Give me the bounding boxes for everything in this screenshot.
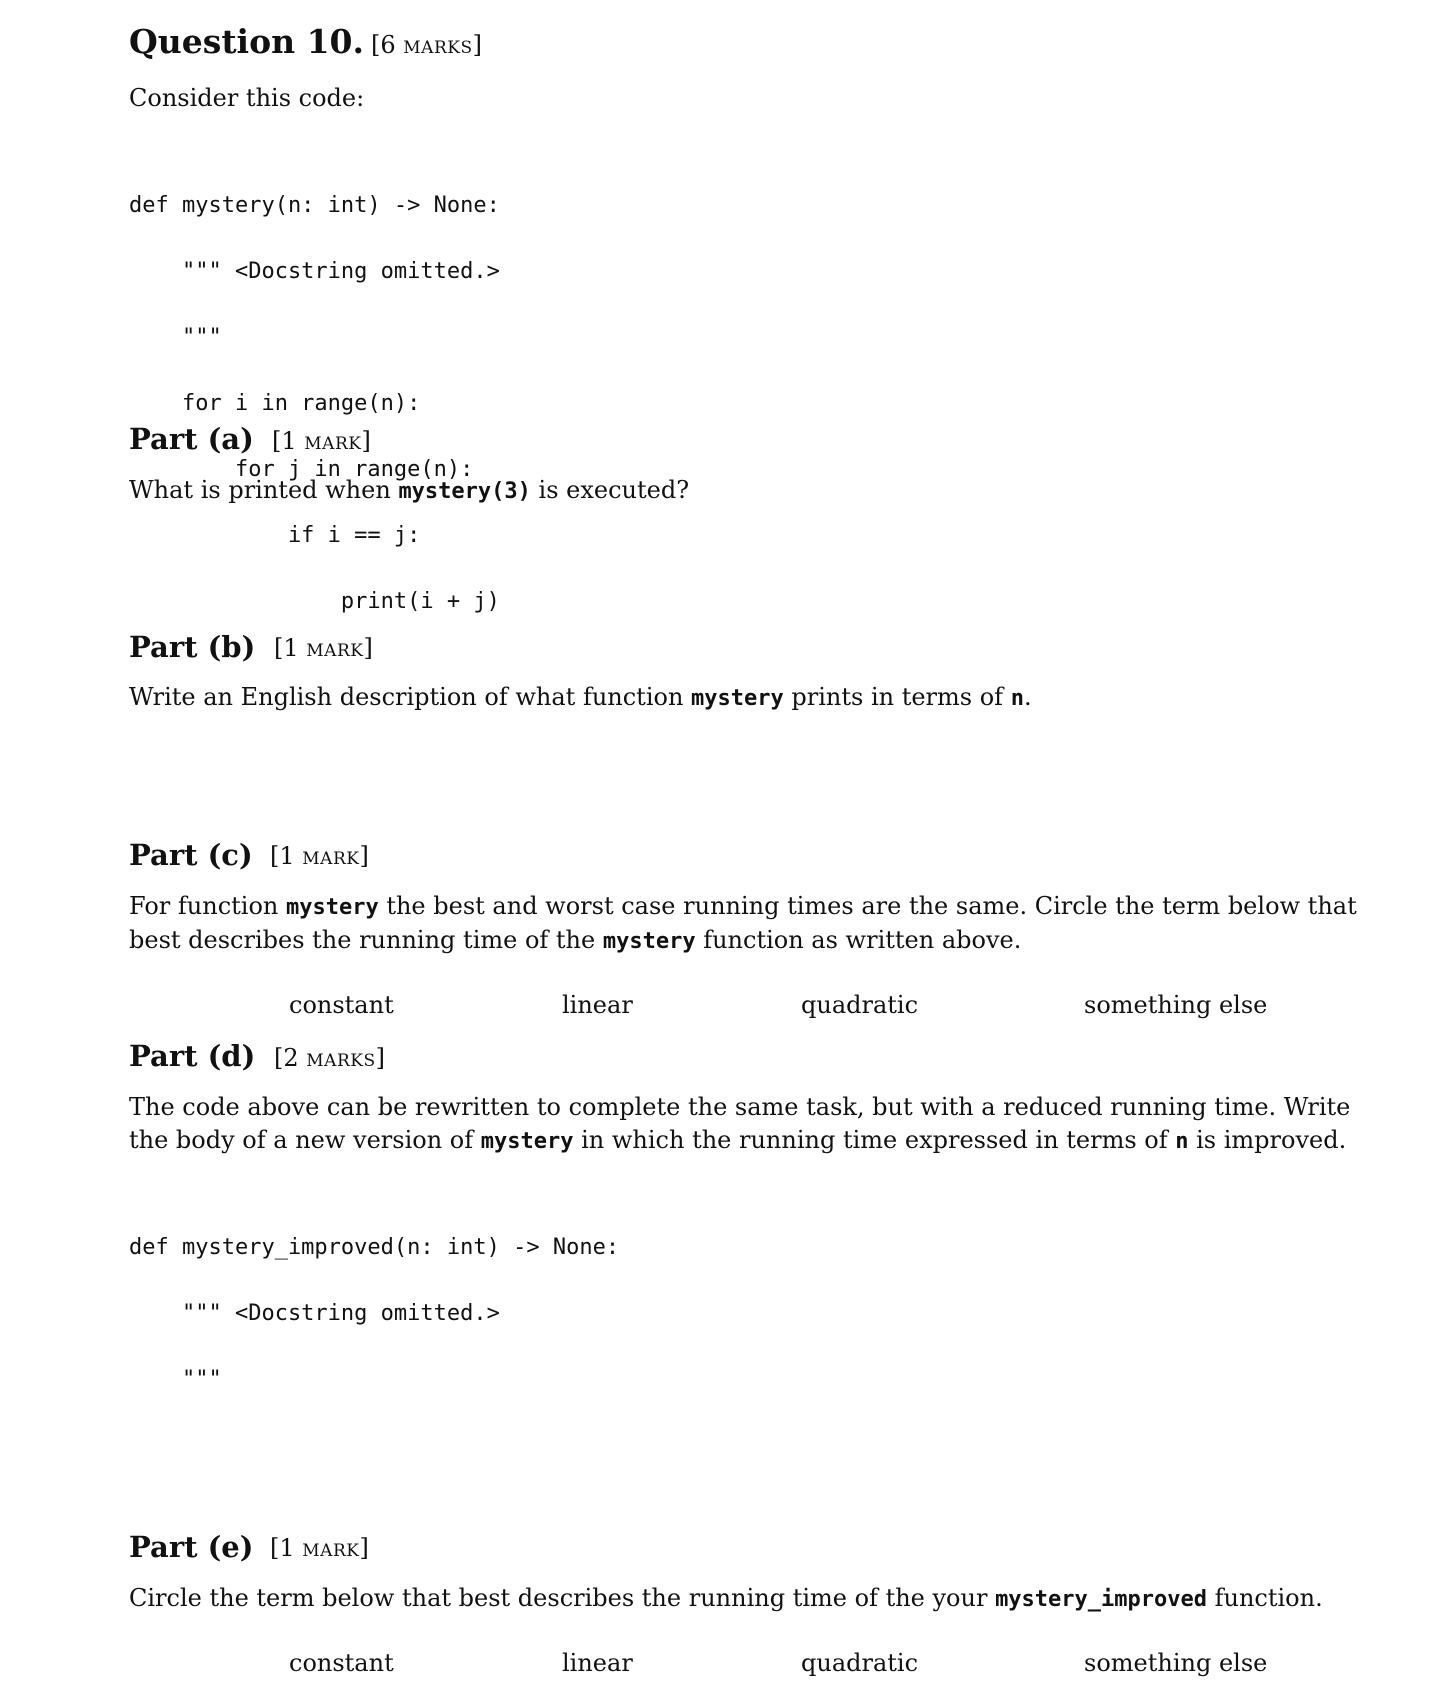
part-e-option-constant[interactable]: constant (289, 1649, 394, 1677)
code-block-mystery (129, 156, 500, 651)
part-b-title: Part (b) (129, 630, 256, 664)
part-d-title: Part (d) (129, 1039, 256, 1073)
part-a-title: Part (a) (129, 422, 254, 456)
part-d-marks: [2 marks] (274, 1044, 385, 1072)
part-c-option-constant[interactable]: constant (289, 991, 394, 1019)
code-line: """ <Docstring omitted.> (129, 1301, 500, 1326)
part-b-marks: [1 mark] (274, 634, 373, 662)
part-c-marks: [1 mark] (270, 842, 369, 870)
code-line: for i in range(n): (129, 391, 421, 416)
question-title: Question 10. (129, 22, 364, 61)
part-c-option-quadratic[interactable]: quadratic (801, 991, 919, 1019)
code-line: """ (129, 325, 222, 350)
code-line: def mystery_improved(n: int) -> None: (129, 1235, 620, 1260)
part-c-option-something-else[interactable]: something else (1084, 991, 1268, 1019)
part-e-title: Part (e) (129, 1530, 254, 1564)
part-e-option-linear[interactable]: linear (562, 1649, 633, 1677)
code-line: def mystery(n: int) -> None: (129, 193, 500, 218)
part-c-title: Part (c) (129, 838, 253, 872)
part-e-question: Circle the term below that best describes the running time of the your mystery_improved function. (129, 1584, 1323, 1612)
part-a-question: What is printed when mystery(3) is executed? (129, 476, 690, 504)
code-line: print(i + j) (129, 589, 500, 614)
part-e-option-quadratic[interactable]: quadratic (801, 1649, 919, 1677)
code-line: """ <Docstring omitted.> (129, 259, 500, 284)
part-d-answer-area[interactable] (129, 1300, 1369, 1520)
code-line: if i == j: (129, 523, 421, 548)
code-line: """ (129, 1367, 222, 1392)
part-e-option-something-else[interactable]: something else (1084, 1649, 1268, 1677)
question-marks: [6 marks] (371, 31, 482, 59)
part-b-question: Write an English description of what function mystery prints in terms of n. (129, 683, 1032, 711)
part-c-question: For function mystery the best and worst case running times are the same. Circle the term below that best describes the running time of the mystery function as written above. (129, 892, 1357, 954)
part-d-question: The code above can be rewritten to complete the same task, but with a reduced running time. Write the body of a new version of mystery in which the running time expressed in terms of n is improved. (129, 1093, 1351, 1154)
part-e-marks: [1 mark] (270, 1534, 369, 1562)
question-intro: Consider this code: (129, 84, 365, 112)
part-a-marks: [1 mark] (272, 427, 371, 455)
code-line: for j in range(n): (129, 457, 474, 482)
part-c-option-linear[interactable]: linear (562, 991, 633, 1019)
